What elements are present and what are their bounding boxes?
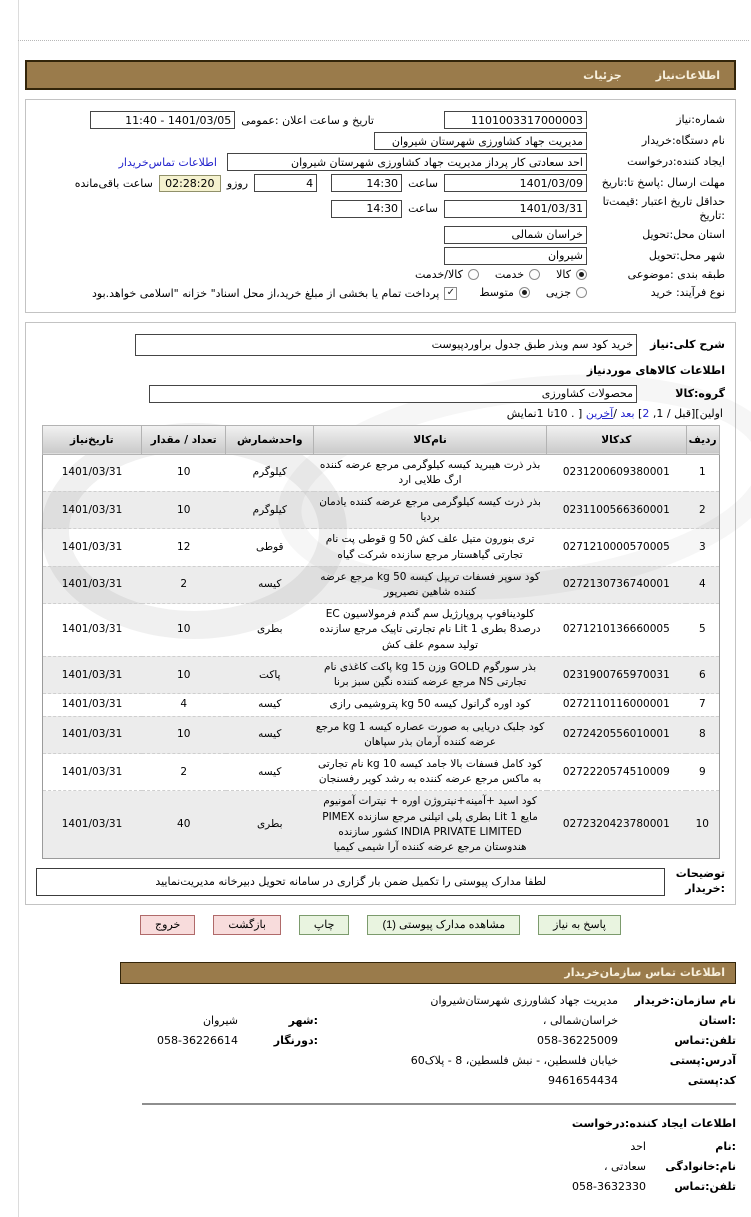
cell-date: 1401/03/31: [42, 604, 142, 657]
cell-qty: 12: [142, 529, 226, 566]
radio-icon[interactable]: [529, 269, 540, 280]
contact-fax-value: 058-36226614: [157, 1033, 238, 1047]
creator-phone-row: [142, 1180, 736, 1193]
cell-date: 1401/03/31: [42, 754, 142, 791]
cell-unit: بطری: [226, 604, 314, 657]
province-field[interactable]: [444, 226, 587, 244]
contact-address-row: [142, 1054, 736, 1067]
goods-group-row: [36, 385, 725, 403]
cell-name: کود اسید +آمینه+نیتروژن اوره + نیترات آمونیوم مایع 1 Lit بطری پلی اتیلنی مرجع سازنده PIMEX INDIA PRIVATE LIMITED کشور سازنده هندوستان مرجع عرضه کننده آرا شیمی کیمیا: [314, 791, 547, 859]
cell-code: 0272320423780001: [547, 791, 687, 859]
goods-group-field[interactable]: [149, 385, 637, 403]
table-row: [42, 491, 719, 528]
treasury-checkbox[interactable]: ✓: [444, 287, 457, 300]
cell-date: 1401/03/31: [42, 694, 142, 716]
table-row: [42, 656, 719, 693]
radio-icon[interactable]: [519, 287, 530, 298]
cell-idx: 10: [686, 791, 719, 859]
cell-date: 1401/03/31: [42, 656, 142, 693]
creator-row: [36, 153, 725, 171]
goods-table: [42, 425, 720, 860]
cell-qty: 10: [142, 656, 226, 693]
cell-unit: کیلوگرم: [226, 491, 314, 528]
table-row: [42, 566, 719, 603]
creator-section: [142, 1117, 736, 1193]
contact-org-label: نام سازمان:خریدار: [634, 993, 736, 1007]
buyer-notes-row: [36, 867, 725, 896]
goods-panel: [25, 322, 736, 905]
deadline-time-field[interactable]: [331, 174, 402, 192]
pager-text: /: [613, 406, 621, 420]
contact-section: [142, 994, 736, 1087]
cell-date: 1401/03/31: [42, 716, 142, 753]
table-row: [42, 604, 719, 657]
need-desc-label: شرح کلی:نیاز: [650, 338, 725, 351]
need-number-row: [36, 111, 725, 129]
announce-datetime-field[interactable]: [90, 111, 235, 129]
cell-code: 0231100566360001: [547, 491, 687, 528]
pager-text: قبل: [674, 406, 691, 420]
radio-option[interactable]: [556, 268, 587, 281]
contact-city-label: :شهر: [288, 1013, 318, 1027]
process-type-row: [36, 286, 725, 301]
province-label: استان محل:تحویل: [642, 227, 725, 241]
need-desc-row: [36, 334, 725, 356]
classification-row: [36, 268, 725, 283]
buyer-notes-label: [671, 867, 725, 896]
treasury-option: [92, 287, 457, 300]
contact-fax-label: :دورنگار: [273, 1033, 318, 1047]
cell-unit: بطری: [226, 791, 314, 859]
cell-idx: 2: [686, 491, 719, 528]
pager-link[interactable]: 2: [642, 406, 650, 420]
cell-unit: قوطی: [226, 529, 314, 566]
classification-label: طبقه بندی :موضوعی: [627, 268, 725, 282]
process-type-label: نوع فرآیند: خرید: [650, 286, 725, 300]
radio-option[interactable]: [415, 268, 479, 281]
treasury-checkbox-label: پرداخت تمام یا بخشی از مبلغ خرید،از محل اسناد" خزانه "اسلامی خواهد.بود: [92, 286, 440, 300]
creator-phone-value: 058-3632330: [572, 1179, 646, 1193]
goods-info-title: اطلاعات کالاهای موردنیاز: [586, 363, 725, 377]
contact-section-bar: [120, 962, 736, 984]
cell-qty: 2: [142, 566, 226, 603]
cell-date: 1401/03/31: [42, 529, 142, 566]
column-header: تاریخ‌نیاز: [42, 425, 142, 454]
cell-unit: پاکت: [226, 656, 314, 693]
reply-to-need-button[interactable]: پاسخ به نیاز: [538, 915, 621, 935]
column-header: کدکالا: [547, 425, 687, 454]
pager-text: ,1 /: [649, 406, 675, 420]
pager-link[interactable]: بعد: [620, 406, 635, 420]
pager-text: [: [634, 406, 643, 420]
cell-name: کود اوره گرانول کیسه 50 kg پتروشیمی رازی: [314, 694, 547, 716]
cell-date: 1401/03/31: [42, 791, 142, 859]
exit-button[interactable]: خروج: [140, 915, 195, 935]
goods-table-header-row: [42, 425, 719, 454]
cell-idx: 3: [686, 529, 719, 566]
cell-qty: 2: [142, 754, 226, 791]
top-dotted-divider: [18, 40, 749, 41]
cell-qty: 10: [142, 454, 226, 491]
process-radios: [463, 286, 587, 301]
buyer-org-field[interactable]: [374, 132, 587, 150]
print-button[interactable]: چاپ: [299, 915, 350, 935]
contact-address-value: خیابان فلسطین، - نبش فلسطین، 8 - پلاک60: [410, 1053, 618, 1067]
cell-qty: 10: [142, 604, 226, 657]
column-header: تعداد / مقدار: [142, 425, 226, 454]
cell-code: 0231900765970031: [547, 656, 687, 693]
buyer-notes-label-line1: توضیحات: [675, 867, 725, 881]
cell-unit: کیسه: [226, 694, 314, 716]
table-row: [42, 454, 719, 491]
cell-idx: 5: [686, 604, 719, 657]
buyer-contact-link[interactable]: اطلاعات تماس‌خریدار: [118, 155, 217, 169]
buyer-org-row: [36, 132, 725, 150]
cell-qty: 4: [142, 694, 226, 716]
cell-qty: 10: [142, 491, 226, 528]
contact-province-value: خراسان‌شمالی ،: [542, 1013, 618, 1027]
creator-lastname-value: سعادتی ،: [603, 1159, 646, 1173]
radio-icon[interactable]: [468, 269, 479, 280]
radio-label: کالا/خدمت: [415, 267, 463, 281]
contact-province-label: :استان: [699, 1013, 736, 1027]
radio-option[interactable]: [546, 286, 587, 299]
contact-phone-row: [142, 1034, 736, 1047]
cell-code: 0231200609380001: [547, 454, 687, 491]
column-header: ردیف: [686, 425, 719, 454]
table-row: [42, 529, 719, 566]
deadline-label: مهلت ارسال :پاسخ تا:تاریخ: [601, 176, 725, 190]
creator-field[interactable]: [227, 153, 587, 171]
pager-text: نمایش: [506, 406, 537, 420]
buyer-notes-label-line2: :خریدار: [685, 881, 725, 895]
days-field[interactable]: [254, 174, 317, 192]
cell-name: کود کامل فسفات بالا جامد کیسه 10 kg نام تجارتی به ماکس مرجع عرضه کننده به رشد کویر رفسنجان: [314, 754, 547, 791]
cell-qty: 10: [142, 716, 226, 753]
announce-label: تاریخ و ساعت اعلان :عمومی: [241, 113, 374, 127]
cell-unit: کیسه: [226, 716, 314, 753]
column-header: نام‌کالا: [314, 425, 547, 454]
cell-date: 1401/03/31: [42, 566, 142, 603]
cell-code: 0272420556010001: [547, 716, 687, 753]
table-row: [42, 791, 719, 859]
pager-text: 10 . ]: [553, 406, 586, 420]
cell-name: تری بنورون متیل علف کش 50 g قوطی پت نام تجارتی گیاهستار مرجع سازنده شرکت گیاه: [314, 529, 547, 566]
section-divider: [142, 1103, 736, 1105]
action-buttons: [25, 915, 736, 935]
cell-idx: 6: [686, 656, 719, 693]
need-desc-field[interactable]: [135, 334, 637, 356]
cell-name: بذر سورگوم GOLD وزن 15 kg پاکت کاغذی نام تجارتی NS مرجع عرضه کننده نگین سبز برنا: [314, 656, 547, 693]
cell-idx: 1: [686, 454, 719, 491]
radio-label: کالا: [556, 267, 571, 281]
goods-info-title-row: [36, 364, 725, 377]
city-row: [36, 247, 725, 265]
radio-icon[interactable]: [576, 269, 587, 280]
cell-unit: کیسه: [226, 754, 314, 791]
goods-table-body: [42, 454, 719, 859]
cell-idx: 8: [686, 716, 719, 753]
pagination: [36, 407, 723, 420]
cell-code: 0272110116000001: [547, 694, 687, 716]
contact-phone-value: 058-36225009: [537, 1033, 618, 1047]
deadline-hour-label: ساعت: [408, 176, 438, 190]
contact-postcode-label: کد:پستی: [687, 1073, 736, 1087]
cell-code: 0272130736740001: [547, 566, 687, 603]
creator-section-title: اطلاعات ایجاد کننده:درخواست: [571, 1116, 736, 1130]
view-attachments-button[interactable]: مشاهده مدارک پیوستی (1): [367, 915, 520, 935]
province-row: [36, 226, 725, 244]
validity-row: [36, 195, 725, 223]
back-button[interactable]: بازگشت: [213, 915, 281, 935]
tab-need-info[interactable]: اطلاعات‌نیاز: [655, 68, 720, 82]
radio-label: جزیی: [545, 285, 571, 299]
cell-unit: کیلوگرم: [226, 454, 314, 491]
cell-code: 0272220574510009: [547, 754, 687, 791]
radio-icon[interactable]: [576, 287, 587, 298]
cell-name: بذر ذرت کیسه کیلوگرمی مرجع عرضه کننده یادمان بردیا: [314, 491, 547, 528]
buyer-org-label: نام دستگاه:خریدار: [641, 134, 725, 148]
validity-date-field[interactable]: [444, 200, 587, 218]
radio-label: خدمت: [494, 267, 525, 281]
cell-name: کود جلبک دریایی به صورت عصاره کیسه 1 kg مرجع عرضه کننده آرمان بذر سپاهان: [314, 716, 547, 753]
deadline-row: [36, 174, 725, 192]
cell-qty: 40: [142, 791, 226, 859]
need-number-field[interactable]: [444, 111, 587, 129]
validity-time-field[interactable]: [331, 200, 402, 218]
contact-org-value: مدیریت جهاد کشاورزی شهرستان‌شیروان: [430, 993, 618, 1007]
section-menu-bar: [25, 60, 736, 90]
validity-hour-label: ساعت: [408, 202, 438, 216]
remaining-timer: 02:28:20: [159, 175, 221, 192]
creator-phone-label: تلفن:تماس: [674, 1179, 736, 1193]
city-label: شهر محل:تحویل: [648, 248, 725, 262]
radio-option[interactable]: [495, 268, 540, 281]
cell-name: کود سوپر فسفات تریپل کیسه 50 kg مرجع عرضه کننده شاهین نصیرپور: [314, 566, 547, 603]
cell-unit: کیسه: [226, 566, 314, 603]
column-header: واحدشمارش: [226, 425, 314, 454]
radio-label: متوسط: [479, 285, 514, 299]
cell-date: 1401/03/31: [42, 454, 142, 491]
pager-link[interactable]: آخرین: [585, 406, 614, 420]
classification-radios: [399, 268, 587, 283]
radio-option[interactable]: [479, 286, 530, 299]
cell-idx: 4: [686, 566, 719, 603]
pager-text: تا: [547, 406, 554, 420]
contact-phone-label: تلفن:تماس: [674, 1033, 736, 1047]
creator-firstname-row: [142, 1140, 736, 1153]
cell-idx: 9: [686, 754, 719, 791]
buyer-notes-box[interactable]: لطفا مدارک پیوستی را تکمیل ضمن بار گزاری در سامانه تحویل دبیرخانه مدیریت‌نمایید: [36, 868, 665, 896]
contact-postcode-value: 9461654434: [548, 1073, 618, 1087]
pager-text: 1: [536, 406, 548, 420]
cell-code: 0271210136660005: [547, 604, 687, 657]
cell-name: کلودینافوپ پروپارژیل سم گندم فرمولاسیون EC درصد8 بطری 1 Lit نام تجارتی تاپیک مرجع سازنده تولید سموم علف کش: [314, 604, 547, 657]
contact-address-label: آدرس:پستی: [669, 1053, 736, 1067]
creator-lastname-label: نام:خانوادگی: [665, 1159, 736, 1173]
pager-text: اولین: [699, 406, 723, 420]
cell-name: بذر ذرت هیبرید کیسه کیلوگرمی مرجع عرضه کننده ارگ طلایی ارد: [314, 454, 547, 491]
contact-section-title: اطلاعات تماس سازمان‌خریدار: [564, 966, 725, 980]
left-page-border: [18, 0, 19, 1217]
creator-lastname-row: [142, 1160, 736, 1173]
cell-code: 0271210000570005: [547, 529, 687, 566]
table-row: [42, 716, 719, 753]
creator-firstname-label: :نام: [715, 1139, 736, 1153]
creator-firstname-value: احد: [630, 1139, 646, 1153]
deadline-date-field[interactable]: [444, 174, 587, 192]
days-label: روزو: [226, 176, 249, 190]
contact-city-value: شیروان: [202, 1013, 238, 1027]
need-info-panel: [25, 99, 736, 313]
validity-label: حداقل تاریخ اعتبار :قیمت‌تا :تاریخ: [602, 195, 725, 222]
tab-details[interactable]: جزئیات: [583, 68, 622, 82]
cell-date: 1401/03/31: [42, 491, 142, 528]
page-content: [25, 60, 736, 1200]
creator-label: ایجاد کننده:درخواست: [627, 155, 725, 169]
contact-postcode-row: [142, 1074, 736, 1087]
table-row: [42, 694, 719, 716]
goods-group-label: گروه:کالا: [675, 387, 725, 400]
pager-text: ][: [690, 406, 700, 420]
need-number-label: شماره:نیاز: [676, 113, 725, 127]
cell-idx: 7: [686, 694, 719, 716]
contact-province-row: [142, 1014, 736, 1027]
remaining-label: ساعت باقی‌مانده: [74, 176, 153, 190]
contact-org-row: [142, 994, 736, 1007]
city-field[interactable]: [444, 247, 587, 265]
table-row: [42, 754, 719, 791]
